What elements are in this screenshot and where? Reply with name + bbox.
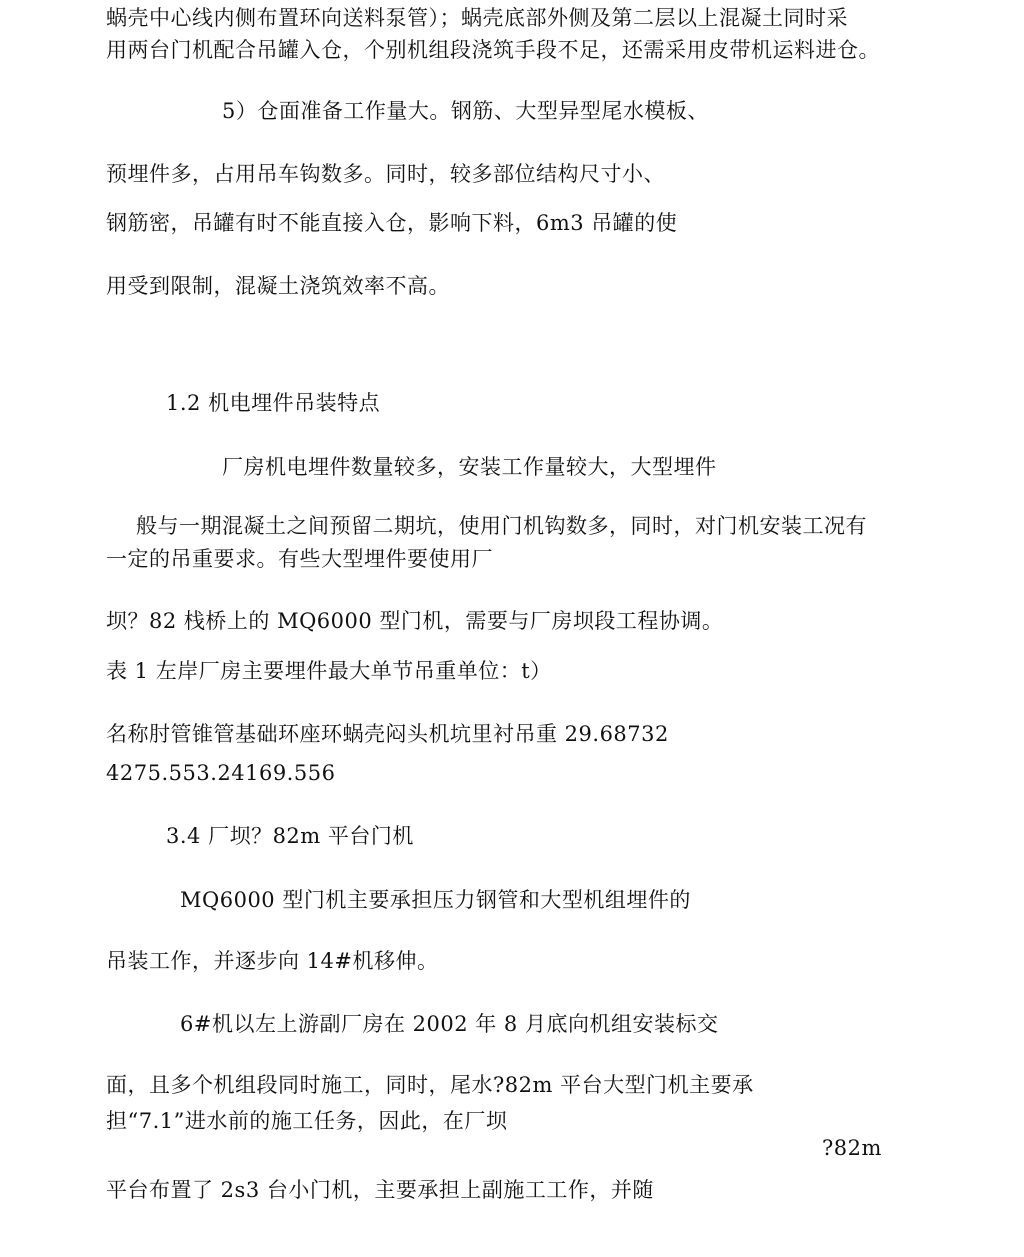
paragraph-line: 坝？82 栈桥上的 MQ6000 型门机，需要与厂房坝段工程协调。: [106, 609, 724, 633]
paragraph-line: 用两台门机配合吊罐入仓，个别机组段浇筑手段不足，还需采用皮带机运料进仓。: [106, 38, 880, 62]
paragraph-line: 担“7.1”进水前的施工任务，因此，在厂坝: [106, 1109, 508, 1133]
paragraph-line: 预埋件多，占用吊车钩数多。同时，较多部位结构尺寸小、: [106, 162, 665, 186]
paragraph-line: 一定的吊重要求。有些大型埋件要使用厂: [106, 547, 493, 571]
paragraph-line: 4275.553.24169.556: [106, 761, 336, 785]
section-heading: 1.2 机电埋件吊装特点: [166, 391, 381, 415]
paragraph-line: 6#机以左上游副厂房在 2002 年 8 月底向机组安装标交: [180, 1012, 719, 1036]
paragraph-line: 厂房机电埋件数量较多，安装工作量较大，大型埋件: [222, 455, 717, 479]
section-heading: 3.4 厂坝？82m 平台门机: [166, 824, 414, 848]
paragraph-line: ?82m: [822, 1136, 882, 1160]
paragraph-line: 名称肘管锥管基础环座环蜗壳闷头机坑里衬吊重 29.68732: [106, 722, 669, 746]
paragraph-line: 平台布置了 2s3 台小门机，主要承担上副施工工作，并随: [106, 1178, 654, 1202]
paragraph-line: MQ6000 型门机主要承担压力钢管和大型机组埋件的: [180, 888, 691, 912]
paragraph-line: 钢筋密，吊罐有时不能直接入仓，影响下料，6m3 吊罐的使: [106, 211, 678, 235]
paragraph-line: 用受到限制，混凝土浇筑效率不高。: [106, 274, 450, 298]
paragraph-line: 般与一期混凝土之间预留二期坑，使用门机钩数多，同时，对门机安装工况有: [136, 514, 867, 538]
table-caption: 表 1 左岸厂房主要埋件最大单节吊重单位：t）: [106, 659, 552, 683]
paragraph-line: 蜗壳中心线内侧布置环向送料泵管）；蜗壳底部外侧及第二层以上混凝土同时采: [106, 6, 848, 30]
paragraph-line: 面，且多个机组段同时施工，同时，尾水?82m 平台大型门机主要承: [106, 1073, 754, 1097]
paragraph-line: 吊装工作，并逐步向 14#机移伸。: [106, 949, 439, 973]
paragraph-line: 5）仓面准备工作量大。钢筋、大型异型尾水模板、: [222, 99, 709, 123]
